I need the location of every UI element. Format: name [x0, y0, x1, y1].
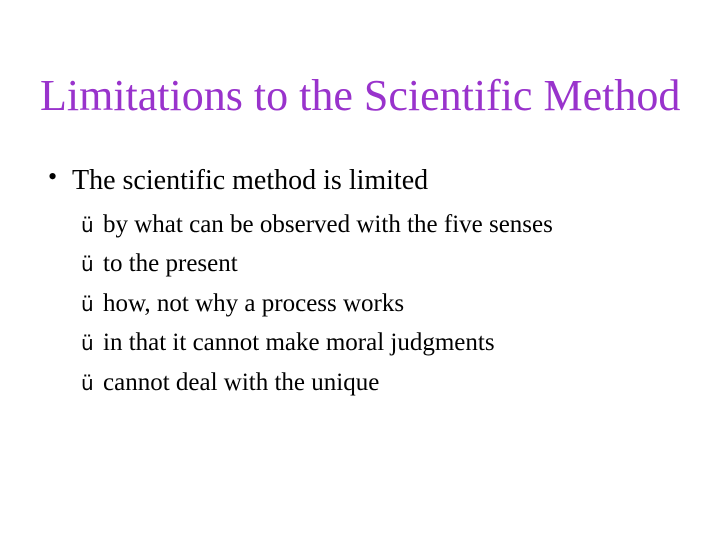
sub-bullet-item: [81, 205, 553, 245]
checkmark-icon: ü: [81, 370, 94, 395]
sub-bullet-item: [81, 363, 553, 403]
main-bullet: [48, 163, 428, 199]
sub-bullet-item: [81, 324, 553, 364]
checkmark-icon: ü: [81, 291, 94, 316]
sub-bullet-list: [81, 205, 553, 403]
checkmark-icon: ü: [81, 212, 94, 237]
sub-bullet-item: [81, 284, 553, 324]
checkmark-icon: ü: [81, 252, 94, 277]
main-bullet-text: The scientific method is limited: [72, 165, 429, 196]
slide-title: Limitations to the Scientific Method: [40, 71, 681, 120]
sub-bullet-text: cannot deal with the unique: [103, 368, 380, 396]
checkmark-icon: ü: [81, 331, 94, 356]
sub-bullet-item: [81, 245, 553, 285]
bullet-dot-icon: •: [48, 162, 58, 191]
sub-bullet-text: to the present: [103, 250, 238, 278]
sub-bullet-text: in that it cannot make moral judgments: [103, 329, 495, 357]
sub-bullet-text: by what can be observed with the five senses: [103, 210, 553, 238]
sub-bullet-text: how, not why a process works: [103, 289, 405, 317]
